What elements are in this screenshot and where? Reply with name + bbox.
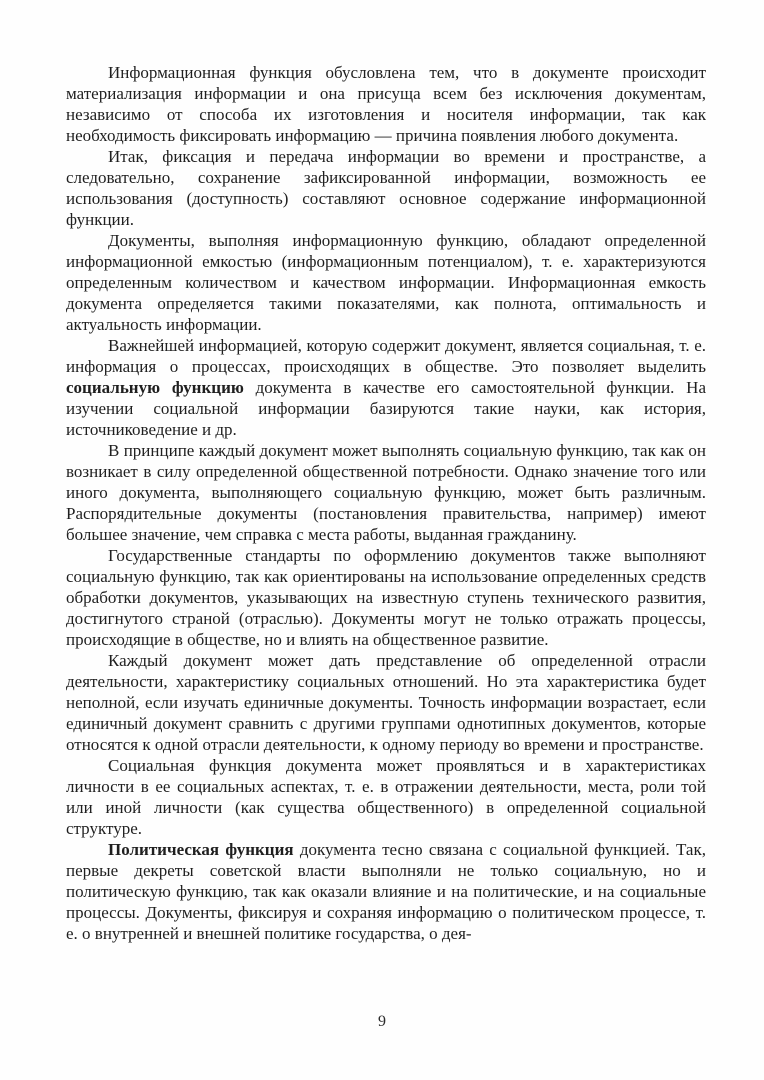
text-run: Документы, выполняя информационную функцию, обладают определенной информационной емкостью (информационным потенциалом), т. е. характеризуются определенным количеством и качеством информации. Информационная емкость документа определяется такими показателями, как полнота, оптимальность и актуальность информации. — [66, 231, 706, 334]
text-block — [66, 62, 706, 944]
text-run: Государственные стандарты по оформлению документов также выполняют социальную функцию, так как ориентированы на использование определенных средств обработки документов, указывающих на известную ступень технического развития, достигнутого страной (отраслью). Документы могут не только отражать процессы, происходящие в обществе, но и влиять на общественное развитие. — [66, 546, 706, 649]
text-run: Важнейшей информацией, которую содержит документ, является социальная, т. е. информация о процессах, происходящих в обществе. Это позволяет выделить — [66, 336, 706, 376]
paragraph — [66, 230, 706, 335]
text-run: документа в качестве его самостоятельной функции. На изучении социальной информации базируются такие науки, как история, источниковедение и др. — [66, 378, 706, 439]
paragraph — [66, 650, 706, 755]
paragraph — [66, 545, 706, 650]
text-run: Социальная функция документа может проявляться и в характеристиках личности в ее социальных аспектах, т. е. в отражении деятельности, места, роли той или иной личности (как существа общественного) в определенной социальной структуре. — [66, 756, 706, 838]
paragraph — [66, 755, 706, 839]
paragraph — [66, 839, 706, 944]
paragraph — [66, 440, 706, 545]
text-run: документа тесно связана с социальной функцией. Так, первые декреты советской власти выполняли не только социальную, но и политическую функцию, так как оказали влияние и на политические, и на социальные процессы. Документы, фиксируя и сохраняя информацию о политическом процессе, т. е. о внутренней и внешней политике государства, о дея- — [66, 840, 706, 943]
text-run: Информационная функция обусловлена тем, что в документе происходит материализация информации и она присуща всем без исключения документам, независимо от способа их изготовления и носителя информации, так как необходимость фиксировать информацию — причина появления любого документа. — [66, 63, 706, 145]
paragraph — [66, 146, 706, 230]
text-run: В принципе каждый документ может выполнять социальную функцию, так как он возникает в силу определенной общественной потребности. Однако значение того или иного документа, выполняющего социальную функцию, может быть различным. Распорядительные документы (постановления правительства, например) имеют большее значение, чем справка с места работы, выданная гражданину. — [66, 441, 706, 544]
page-number: 9 — [378, 1013, 386, 1030]
text-run: Каждый документ может дать представление об определенной отрасли деятельности, характеристику социальных отношений. Но эта характеристика будет неполной, если изучать единичные документы. Точность информации возрастает, если единичный документ сравнить с другими группами однотипных документов, которые относятся к одной отрасли деятельности, к одному периоду во времени и пространстве. — [66, 651, 706, 754]
bold-text-run: социальную функцию — [66, 378, 244, 397]
paragraph — [66, 62, 706, 146]
text-run: Итак, фиксация и передача информации во времени и пространстве, а следовательно, сохранение зафиксированной информации, возможность ее использования (доступность) составляют основное содержание информационной функции. — [66, 147, 706, 229]
paragraph — [66, 335, 706, 440]
bold-text-run: Политическая функция — [108, 840, 294, 859]
